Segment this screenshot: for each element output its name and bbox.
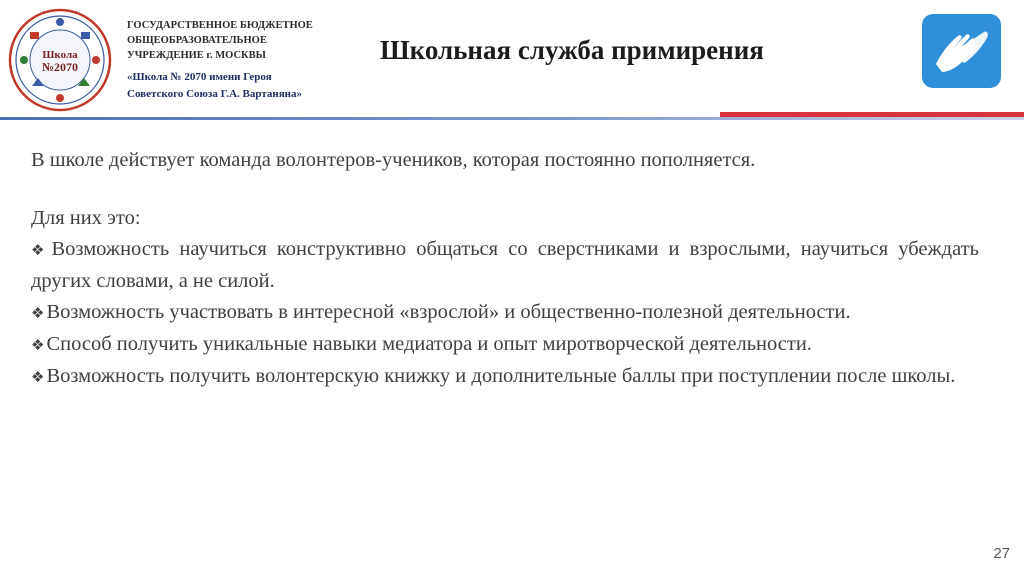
- helping-hands-icon: [922, 14, 1001, 88]
- org-line-2: ОБЩЕОБРАЗОВАТЕЛЬНОЕ: [127, 35, 267, 46]
- bullet-text: Возможность получить волонтерскую книжку и дополнительные баллы при поступлении после школы.: [46, 365, 956, 387]
- slide-title: Школьная служба примирения: [380, 35, 764, 65]
- school-logo-seal: [8, 8, 112, 112]
- bullet-item: [31, 234, 979, 297]
- diamond-bullet-icon: ❖: [31, 241, 50, 259]
- slide-content: [31, 145, 979, 393]
- bullet-item: [31, 297, 979, 329]
- bullet-text: Возможность участвовать в интересной «взрослой» и общественно-полезной деятельности.: [46, 301, 851, 323]
- school-name-line-1: «Школа № 2070 имени Героя: [127, 71, 272, 83]
- bullet-text: Способ получить уникальные навыки медиатора и опыт миротворческой деятельности.: [46, 333, 812, 355]
- intro-text: В школе действует команда волонтеров-учеников, которая постоянно пополняется.: [31, 149, 756, 171]
- organization-block: [127, 18, 377, 103]
- org-line-3: УЧРЕЖДЕНИЕ г. МОСКВЫ: [127, 50, 266, 61]
- header-blue-rule: [0, 117, 1024, 120]
- bullet-text: Возможность научиться конструктивно общаться со сверстниками и взрослыми, научиться убеждать других словами, а не силой.: [31, 238, 979, 292]
- org-line-1: ГОСУДАРСТВЕННОЕ БЮДЖЕТНОЕ: [127, 20, 313, 31]
- school-name-line-2: Советского Союза Г.А. Вартаняна»: [127, 88, 303, 100]
- logo-school-word: Школа: [42, 49, 78, 61]
- diamond-bullet-icon: ❖: [31, 304, 45, 322]
- bullet-item: [31, 329, 979, 361]
- page-number: 27: [993, 545, 1010, 562]
- list-heading: Для них это:: [31, 207, 141, 229]
- school-name: [127, 69, 377, 103]
- diamond-bullet-icon: ❖: [31, 368, 45, 386]
- diamond-bullet-icon: ❖: [31, 336, 45, 354]
- logo-school-number: №2070: [41, 60, 79, 74]
- bullet-item: [31, 361, 979, 393]
